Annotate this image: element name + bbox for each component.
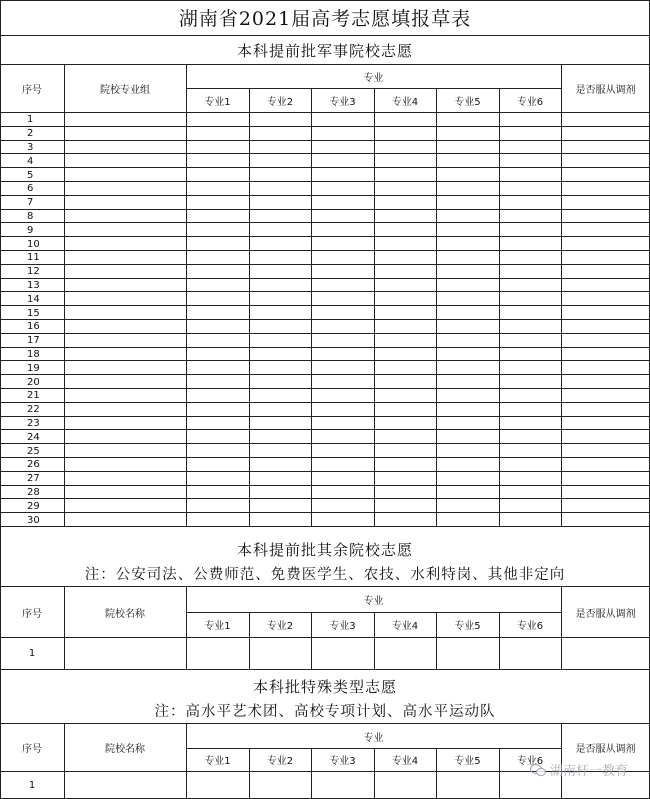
grid-line — [0, 457, 650, 458]
section1-row-index: 10 — [27, 238, 40, 250]
grid-line — [374, 748, 375, 799]
grid-line — [0, 236, 650, 237]
section1-row-index: 8 — [27, 210, 34, 222]
section3-major-header: 专业4 — [391, 756, 419, 767]
grid-line — [0, 429, 650, 430]
grid-line — [0, 443, 650, 444]
grid-line — [0, 416, 650, 417]
grid-line — [0, 0, 650, 1]
grid-line — [499, 88, 500, 527]
section3-major-header: 专业3 — [329, 756, 356, 767]
grid-line — [0, 167, 650, 168]
section2-col-index: 序号 — [22, 608, 42, 620]
section1-row-index: 30 — [27, 514, 40, 526]
section3-col-school: 院校名称 — [105, 744, 145, 755]
section2-col-adjust: 是否服从调剂 — [575, 608, 636, 620]
grid-line — [249, 88, 250, 527]
grid-line — [64, 586, 65, 669]
section1-row-index: 9 — [27, 224, 34, 236]
section2-major-header: 专业5 — [454, 621, 481, 632]
grid-line — [561, 586, 562, 669]
grid-line — [0, 126, 650, 127]
grid-line — [0, 374, 650, 375]
grid-line — [0, 291, 650, 292]
section1-row-index: 29 — [27, 500, 40, 512]
section1-row-index: 17 — [27, 335, 40, 347]
grid-line — [0, 209, 650, 210]
section3-major-header: 专业6 — [516, 756, 544, 767]
section3-col-major-group: 专业 — [363, 732, 384, 744]
grid-line — [0, 140, 650, 141]
section1-row-index: 21 — [27, 390, 40, 402]
section2-heading: 本科提前批其余院校志愿 — [236, 540, 413, 559]
section1-row-index: 5 — [27, 169, 34, 181]
section1-row-index: 20 — [27, 376, 40, 388]
section1-col-school: 院校专业组 — [100, 85, 150, 96]
grid-line — [64, 723, 65, 799]
section3-heading: 本科批特殊类型志愿 — [252, 677, 397, 696]
grid-line — [499, 748, 500, 799]
section1-row-index: 27 — [27, 473, 40, 485]
section1-row-index: 7 — [27, 197, 34, 209]
section1-row-index: 1 — [27, 114, 34, 126]
section1-row-index: 12 — [27, 266, 40, 278]
section1-row-index: 3 — [27, 141, 34, 153]
section1-major-header: 专业3 — [329, 96, 356, 108]
section1-row-index: 6 — [27, 183, 34, 195]
section3-col-adjust: 是否服从调剂 — [575, 744, 636, 755]
grid-line — [0, 526, 650, 527]
section1-major-header: 专业4 — [391, 96, 419, 108]
grid-line — [0, 305, 650, 306]
section1-col-index: 序号 — [22, 85, 42, 96]
grid-line — [0, 222, 650, 223]
grid-line — [0, 388, 650, 389]
watermark-text: 湖南杆一教育 — [549, 764, 628, 779]
grid-line — [311, 612, 312, 669]
section1-row-index: 22 — [27, 404, 40, 416]
section1-row-index: 15 — [27, 307, 40, 319]
section1-row-index: 2 — [27, 128, 34, 140]
grid-line — [0, 360, 650, 361]
page-title: 湖南省2021届高考志愿填报草表 — [178, 8, 472, 30]
grid-line — [0, 153, 650, 154]
section1-row-index: 26 — [27, 459, 40, 471]
grid-line — [0, 402, 650, 403]
grid-line — [374, 612, 375, 669]
section3-col-index: 序号 — [22, 744, 42, 755]
wechat-icon — [530, 763, 546, 777]
grid-line — [436, 612, 437, 669]
grid-line — [0, 264, 650, 265]
grid-line — [436, 88, 437, 527]
section1-row-index: 14 — [27, 293, 40, 305]
section1-row-index: 19 — [27, 362, 40, 374]
grid-line — [0, 669, 650, 670]
grid-line — [0, 333, 650, 334]
grid-line — [0, 586, 650, 587]
section3-major-header: 专业1 — [204, 756, 231, 767]
grid-line — [186, 586, 187, 669]
section1-major-header: 专业2 — [266, 96, 294, 108]
grid-line — [0, 112, 650, 113]
section2-major-header: 专业3 — [329, 621, 356, 632]
section2-note: 注：公安司法、公费师范、免费医学生、农技、水利特岗、其他非定向 — [84, 566, 566, 583]
grid-line — [0, 723, 650, 724]
section1-row-index: 13 — [27, 279, 40, 291]
section3-major-header: 专业5 — [454, 756, 481, 767]
grid-line — [374, 88, 375, 527]
grid-line — [0, 181, 650, 182]
grid-line — [186, 64, 187, 527]
section2-col-major-group: 专业 — [363, 596, 384, 607]
section1-col-adjust: 是否服从调剂 — [575, 85, 636, 96]
grid-line — [0, 485, 650, 486]
section2-major-header: 专业1 — [204, 621, 231, 632]
section2-major-header: 专业6 — [516, 621, 544, 632]
watermark — [530, 760, 628, 779]
grid-line — [0, 498, 650, 499]
section1-heading: 本科提前批军事院校志愿 — [236, 41, 413, 60]
grid-line — [0, 512, 650, 513]
grid-line — [0, 347, 650, 348]
section1-row-index: 24 — [27, 431, 40, 443]
grid-line — [0, 278, 650, 279]
grid-line — [0, 250, 650, 251]
section3-note: 注：高水平艺术团、高校专项计划、高水平运动队 — [154, 703, 496, 720]
section1-row-index: 25 — [27, 445, 40, 457]
grid-line — [311, 88, 312, 527]
section1-row-index: 4 — [27, 155, 34, 167]
section3-row-index: 1 — [28, 779, 36, 791]
grid-line — [561, 64, 562, 527]
grid-line — [0, 471, 650, 472]
grid-line — [249, 748, 250, 799]
grid-line — [0, 64, 650, 65]
section1-major-header: 专业1 — [204, 96, 231, 108]
grid-line — [0, 195, 650, 196]
grid-line — [0, 319, 650, 320]
section2-major-header: 专业4 — [391, 621, 419, 632]
grid-line — [186, 723, 187, 799]
grid-line — [0, 35, 650, 36]
section1-row-index: 11 — [27, 252, 40, 264]
section1-major-header: 专业6 — [516, 96, 544, 108]
grid-line — [0, 637, 650, 638]
grid-line — [64, 64, 65, 527]
section1-col-major-group: 专业 — [363, 73, 384, 84]
section1-row-index: 28 — [27, 486, 40, 498]
grid-line — [499, 612, 500, 669]
section1-row-index: 18 — [27, 348, 40, 360]
section1-row-index: 23 — [27, 417, 40, 429]
section1-major-header: 专业5 — [454, 96, 481, 108]
grid-line — [436, 748, 437, 799]
section3-major-header: 专业2 — [266, 756, 294, 767]
grid-line — [249, 612, 250, 669]
section2-col-school: 院校名称 — [105, 608, 145, 620]
section2-row-index: 1 — [28, 647, 36, 659]
grid-line — [0, 0, 1, 799]
grid-line — [311, 748, 312, 799]
section1-row-index: 16 — [27, 321, 40, 333]
section2-major-header: 专业2 — [266, 621, 294, 632]
